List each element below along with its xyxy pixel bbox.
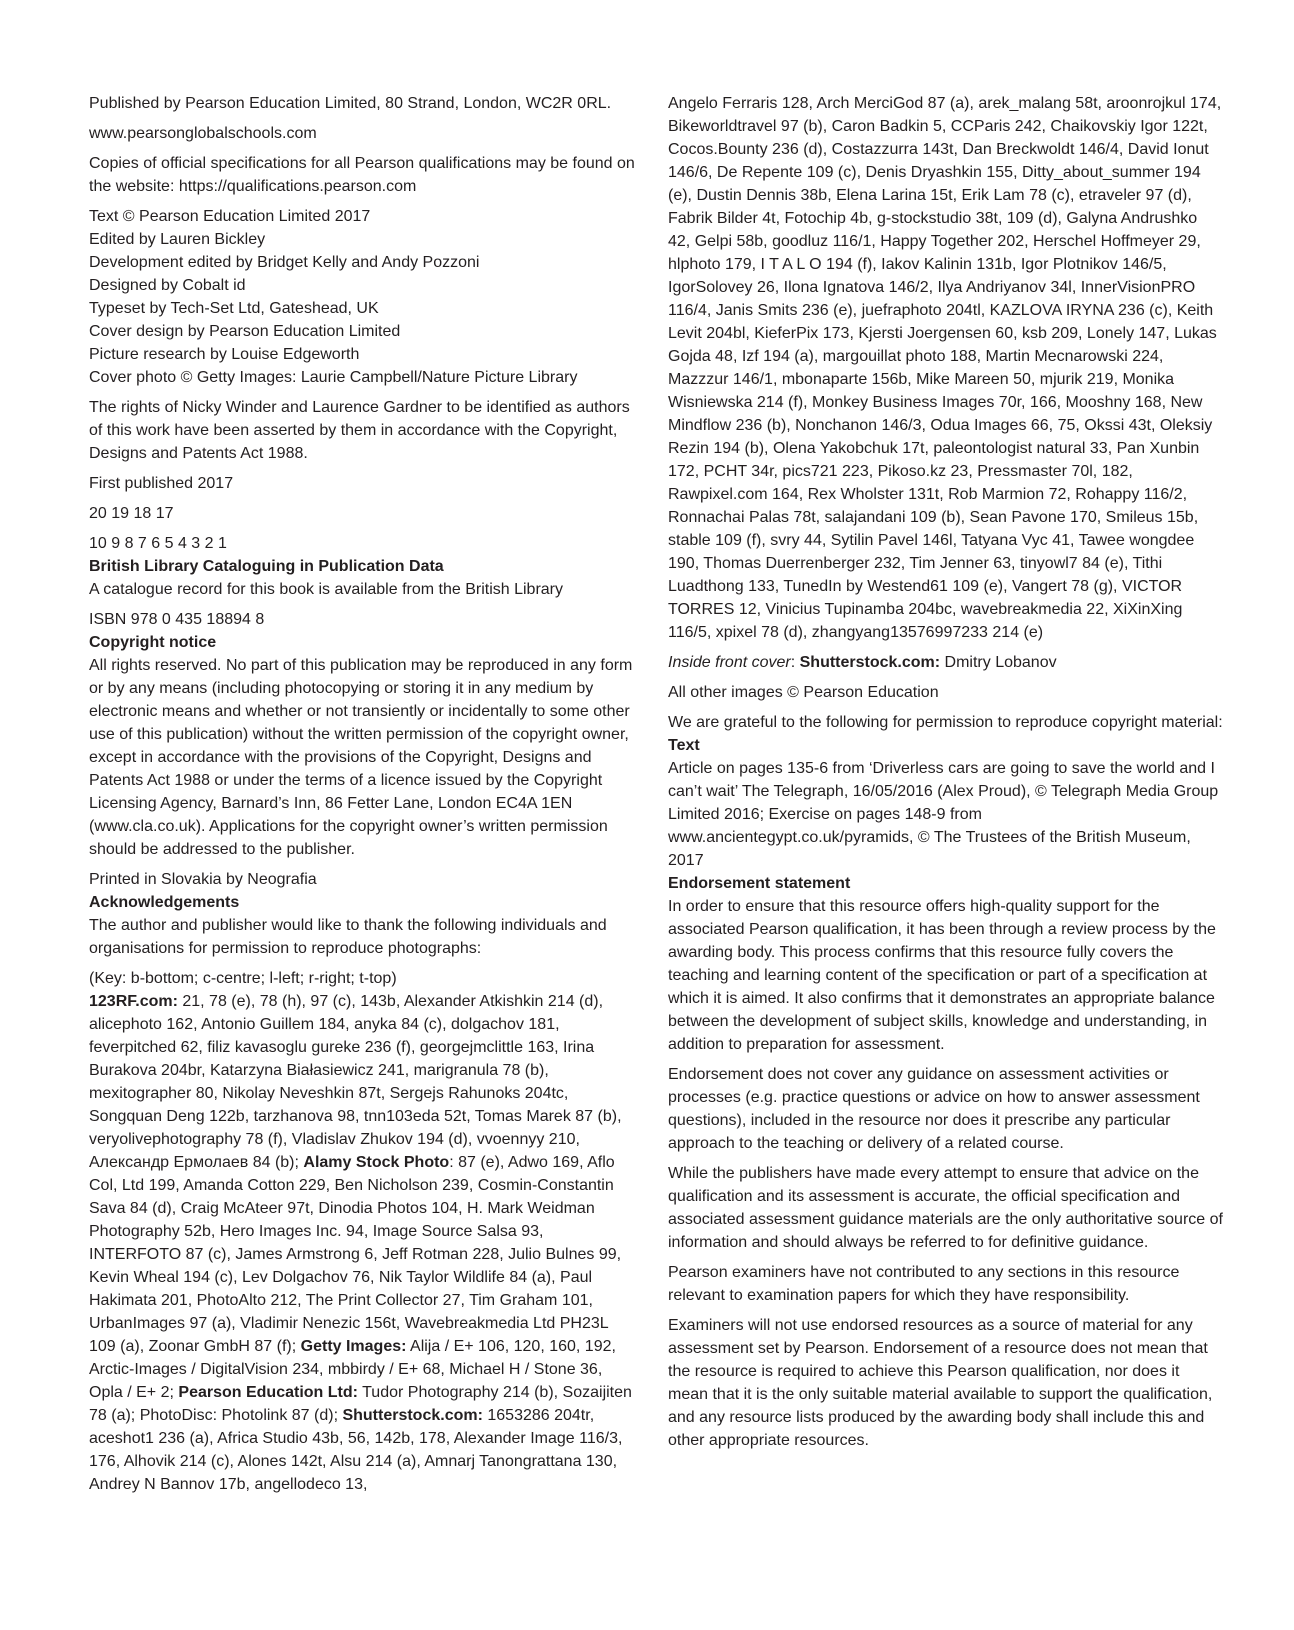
credit-source: Pearson Education Ltd: [178,1384,358,1401]
text-heading: Text [668,737,700,754]
credit-list: 21, 78 (e), 78 (h), 97 (c), 143b, Alexander Atkishkin 214 (d), alicephoto 162, Antonio Guillem 184, anyka 84 (c), dolgachov 181, feverpitched 62, filiz kavasoglu gureke 236 (f), georgejmclittle 163, Irina Burakova 204br, Katarzyna Białasiewicz 241, marigranula 78 (b), mexitographer 80, Nikolay Neveshkin 87t, Sergejs Rahunoks 204tc, Songquan Deng 122b, tarzhanova 98, tnn103eda 52t, Tomas Marek 87 (b), veryolivephotography 78 (f), Vladislav Zhukov 194 (d), vvoennyy 210, Александр Ермолаев 84 (b); [89,993,622,1171]
endorsement-paragraph: In order to ensure that this resource offers high-quality support for the associated Pearson qualification, it has been through a review process by the awarding body. This process confirms that this resource fully covers the teaching and learning content of the specification or part of a specification at which it is aimed. It also confirms that it demonstrates an appropriate balance between the development of subject skills, knowledge and understanding, in addition to preparation for assessment. [668,898,1216,1053]
shutterstock-credits-continued: Angelo Ferraris 128, Arch MerciGod 87 (a), arek_malang 58t, aroonrojkul 174, Bikeworldtravel 97 (b), Caron Badkin 5, CCParis 242, Chaikovskiy Igor 122t, Cocos.Bounty 236 (d), Costazzurra 143t, Dan Breckwoldt 146/4, David Ionut 146/6, De Repente 109 (c), Denis Dryashkin 155, Ditty_about_summer 194 (e), Dustin Dennis 38b, Elena Larina 15t, Erik Lam 78 (c), etraveler 97 (d), Fabrik Bilder 4t, Fotochip 4b, g-stockstudio 38t, 109 (d), Galyna Andrushko 42, Gelpi 58b, goodluz 116/1, Happy Together 202, Herschel Hoffmeyer 29, hlphoto 179, I T A L O 194 (f), Iakov Kalinin 131b, Igor Plotnikov 146/5, IgorSolovey 26, Ilona Ignatova 146/2, Ilya Andriyanov 34l, InnerVisionPRO 116/4, Janis Smits 236 (e), juefraphoto 204tl, KAZLOVA IRYNA 236 (c), Keith Levit 204bl, KieferPix 173, Kjersti Joergensen 60, ksb 209, Lonely 147, Lukas Gojda 48, Izf 194 (a), margouillat photo 188, Martin Mecnarowski 224, Mazzzur 146/1, mbonaparte 156b, Mike Mareen 50, mjurik 219, Monika Wisniewska 214 (f), Monkey Business Images 70r, 166, Mooshny 168, New Mindflow 236 (b), Nonchanon 146/3, Odua Images 66, 75, Okssi 43t, Oleksiy Rezin 194 (b), Olena Yakobchuk 17t, paleontologist natural 33, Pan Xunbin 172, PCHT 34r, pics721 223, Pikoso.kz 23, Pressmaster 70l, 182, Rawpixel.com 164, Rex Wholster 131t, Rob Marmion 72, Rohappy 116/2, Ronnachai Palas 78t, salajandani 109 (b), Sean Pavone 170, Smileus 15b, stable 109 (f), svry 44, Sytilin Pavel 146l, Tatyana Vyc 41, Tawee wongdee 190, Thomas Duerrenberger 232, Tim Jenner 63, tinyowl7 84 (e), Tithi Luadthong 133, TunedIn by Westend61 109 (e), Vangert 78 (g), VICTOR TORRES 12, Vinicius Tupinamba 204bc, wavebreakmedia 22, XiXinXing 116/5, xpixel 78 (d), zhangyang13576997233 214 (e) [668,95,1222,641]
credit-source: Alamy Stock Photo [303,1154,450,1171]
credit-line: Cover design by Pearson Education Limited [89,323,401,340]
photo-credits [89,990,639,1496]
website-line: www.pearsonglobalschools.com [89,125,317,142]
credit-line: Edited by Lauren Bickley [89,231,266,248]
inside-front-cover-credit [668,651,1223,674]
credit-line: Cover photo © Getty Images: Laurie Campbell/Nature Picture Library [89,369,578,386]
right-column [668,92,1223,1459]
cataloguing-text: A catalogue record for this book is available from the British Library [89,581,564,598]
endorsement-paragraph: Examiners will not use endorsed resources as a source of material for any assessment set by Pearson. Endorsement of a resource does not mean that the resource is required to achieve this Pearson qualification, nor does it mean that it is the only suitable material available to support the qualification, and any resource lists produced by the awarding body shall include this and other appropriate resources. [668,1317,1213,1449]
credit-list: : 87 (e), Adwo 169, Aflo Col, Ltd 199, Amanda Cotton 229, Ben Nicholson 239, Cosmin-Constantin Sava 84 (d), Craig McAteer 97t, Dinodia Photos 104, H. Mark Weidman Photography 52b, Hero Images Inc. 94, Image Source Salsa 93, INTERFOTO 87 (c), James Armstrong 6, Jeff Rotman 228, Julio Bulnes 99, Kevin Wheal 194 (c), Lev Dolgachov 76, Nik Taylor Wildlife 84 (a), Paul Hakimata 201, PhotoAlto 212, The Print Collector 27, Tim Graham 101, UrbanImages 97 (a), Vladimir Nenezic 156t, Wavebreakmedia Ltd PH23L 109 (a), Zoonar GmbH 87 (f); [89,1154,622,1355]
left-column [89,92,639,1496]
credit-list: 1653286 204tr, aceshot1 236 (a), Africa Studio 43b, 56, 142b, 178, Alexander Image 116/3, 176, Alhovik 214 (c), Alones 142t, Alsu 214 (a), Amnarj Tanongrattana 130, Andrey N Bannov 17b, angellodeco 13, [89,1407,623,1493]
cataloguing-heading: British Library Cataloguing in Publication Data [89,558,444,575]
credit-source: Getty Images: [300,1338,407,1355]
credit-list: Tudor Photography 214 (b), Sozaijiten 78 (a); PhotoDisc: Photolink 87 (d); [89,1384,632,1424]
acknowledgements-heading: Acknowledgements [89,894,240,911]
inside-cover-label: Inside front cover [668,654,791,671]
credit-line: Development edited by Bridget Kelly and Andy Pozzoni [89,254,480,271]
first-published: First published 2017 [89,475,234,492]
specifications-note: Copies of official specifications for all Pearson qualifications may be found on the website: https://qualifications.pearson.com [89,155,635,195]
publisher-line: Published by Pearson Education Limited, 80 Strand, London, WC2R 0RL. [89,95,612,112]
copyright-text: All rights reserved. No part of this publication may be reproduced in any form or by any means (including photocopying or storing it in any medium by electronic means and whether or not transiently or incidentally to some other use of this publication) without the written permission of the copyright owner, except in accordance with the provisions of the Copyright, Designs and Patents Act 1988 or under the terms of a licence issued by the Copyright Licensing Agency, Barnard’s Inn, 86 Fetter Lane, London EC4A 1EN (www.cla.co.uk). Applications for the copyright owner’s written permission should be addressed to the publisher. [89,657,633,858]
credit-line: Text © Pearson Education Limited 2017 [89,208,371,225]
credit-source: 123RF.com: [89,993,178,1010]
endorsement-paragraph: Endorsement does not cover any guidance on assessment activities or processes (e.g. practice questions or advice on how to answer assessment questions), included in the resource nor does it prescribe any particular approach to the teaching or delivery of a related course. [668,1066,1200,1152]
inside-cover-name: Dmitry Lobanov [940,654,1057,671]
endorsement-heading: Endorsement statement [668,875,851,892]
grateful-text: We are grateful to the following for permission to reproduce copyright material: [668,714,1223,731]
inside-cover-colon: : [790,654,800,671]
key-line: (Key: b-bottom; c-centre; l-left; r-right; t-top) [89,970,397,987]
credit-source: Shutterstock.com: [342,1407,483,1424]
credit-line: Designed by Cobalt id [89,277,246,294]
other-images: All other images © Pearson Education [668,684,939,701]
print-numbers: 10 9 8 7 6 5 4 3 2 1 [89,535,227,552]
inside-cover-source: Shutterstock.com: [799,654,941,671]
authors-rights: The rights of Nicky Winder and Laurence Gardner to be identified as authors of this work have been asserted by them in accordance with the Copyright, Designs and Patents Act 1988. [89,399,630,462]
production-credits [89,205,639,389]
credit-line: Picture research by Louise Edgeworth [89,346,360,363]
isbn: ISBN 978 0 435 18894 8 [89,611,265,628]
acknowledgements-text: The author and publisher would like to thank the following individuals and organisations for permission to reproduce photographs: [89,917,607,957]
credit-list: Alija / E+ 106, 120, 160, 192, Arctic-Images / DigitalVision 234, mbbirdy / E+ 68, Michael H / Stone 36, Opla / E+ 2; [89,1338,616,1401]
credit-line: Typeset by Tech-Set Ltd, Gateshead, UK [89,300,379,317]
printed-in: Printed in Slovakia by Neografia [89,871,317,888]
endorsement-paragraph: Pearson examiners have not contributed to any sections in this resource relevant to examination papers for which they have responsibility. [668,1264,1180,1304]
endorsement-paragraph: While the publishers have made every attempt to ensure that advice on the qualification and its assessment is accurate, the official specification and associated assessment guidance materials are the only authoritative source of information and should always be referred to for definitive guidance. [668,1165,1223,1251]
text-credit: Article on pages 135-6 from ‘Driverless cars are going to save the world and I can’t wait’ The Telegraph, 16/05/2016 (Alex Proud), © Telegraph Media Group Limited 2016; Exercise on pages 148-9 from www.ancientegypt.co.uk/pyramids, © The Trustees of the British Museum, 2017 [668,760,1219,869]
edition-years: 20 19 18 17 [89,505,174,522]
copyright-heading: Copyright notice [89,634,217,651]
